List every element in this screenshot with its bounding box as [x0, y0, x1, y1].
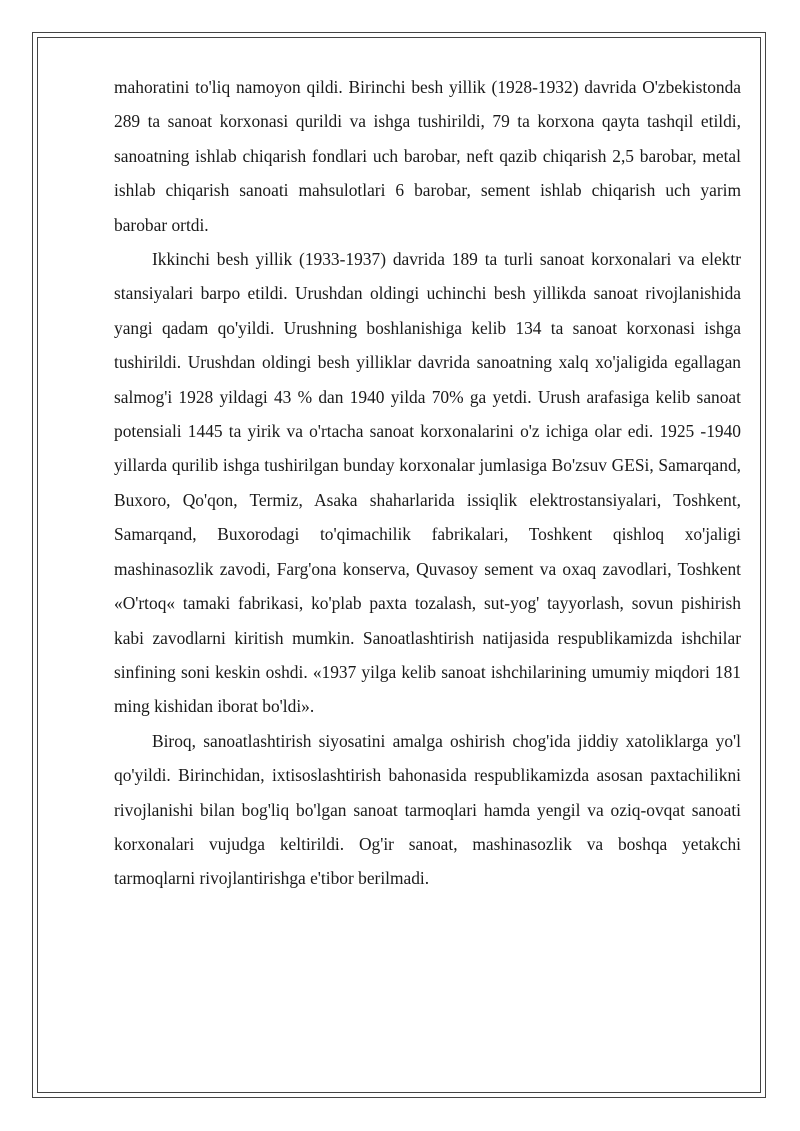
paragraph-2: Ikkinchi besh yillik (1933-1937) davrida 189 ta turli sanoat korxonalari va elektr stansiyalari barpo etildi. Urushdan oldingi uchinchi besh yillikda sanoat rivojlanishida yangi qadam qo'yildi. Urushning boshlanishiga kelib 134 ta sanoat korxonasi ishga tushirildi. Urushdan oldingi besh yilliklar davrida sanoatning xalq xo'jaligida egallagan salmog'i 1928 yildagi 43 % dan 1940 yilda 70% ga yetdi. Urush arafasiga kelib sanoat potensiali 1445 ta yirik va o'rtacha sanoat korxonalarini o'z ichiga olar edi. 1925 -1940 yillarda qurilib ishga tushirilgan bunday korxonalar jumlasiga Bo'zsuv GESi, Samarqand, Buxoro, Qo'qon, Termiz, Asaka shaharlarida issiqlik elektrostansiyalari, Toshkent, Samarqand, Buxorodagi to'qimachilik fabrikalari, Toshkent qishloq xo'jaligi mashinasozlik zavodi, Farg'ona konserva, Quvasoy sement va oxaq zavodlari, Toshkent «O'rtoq« tamaki fabrikasi, ko'plab paxta tozalash, sut-yog' tayyorlash, sovun pishirish kabi zavodlarni kiritish mumkin. Sanoatlashtirish natijasida respublikamizda ishchilar sinfining soni keskin oshdi. «1937 yilga kelib sanoat ishchilarining umumiy miqdori 181 ming kishidan iborat bo'ldi».: [114, 249, 741, 717]
document-body: [114, 70, 741, 896]
paragraph-3: Biroq, sanoatlashtirish siyosatini amalga oshirish chog'ida jiddiy xatoliklarga yo'l qo'yildi. Birinchidan, ixtisoslashtirish bahonasida respublikamizda asosan paxtachilikni rivojlanishi bilan bog'liq bo'lgan sanoat tarmoqlari hamda yengil va oziq-ovqat sanoati korxonalari vujudga keltirildi. Og'ir sanoat, mashinasozlik va boshqa yetakchi tarmoqlarni rivojlantirishga e'tibor berilmadi.: [114, 730, 741, 889]
paragraph-1: mahoratini to'liq namoyon qildi. Birinchi besh yillik (1928-1932) davrida O'zbekistonda 289 ta sanoat korxonasi qurildi va ishga tushirildi, 79 ta korxona qayta tashqil etildi, sanoatning ishlab chiqarish fondlari uch barobar, neft qazib chiqarish 2,5 barobar, metal ishlab chiqarish sanoati mahsulotlari 6 barobar, sement ishlab chiqarish uch yarim barobar ortdi.: [114, 77, 741, 235]
